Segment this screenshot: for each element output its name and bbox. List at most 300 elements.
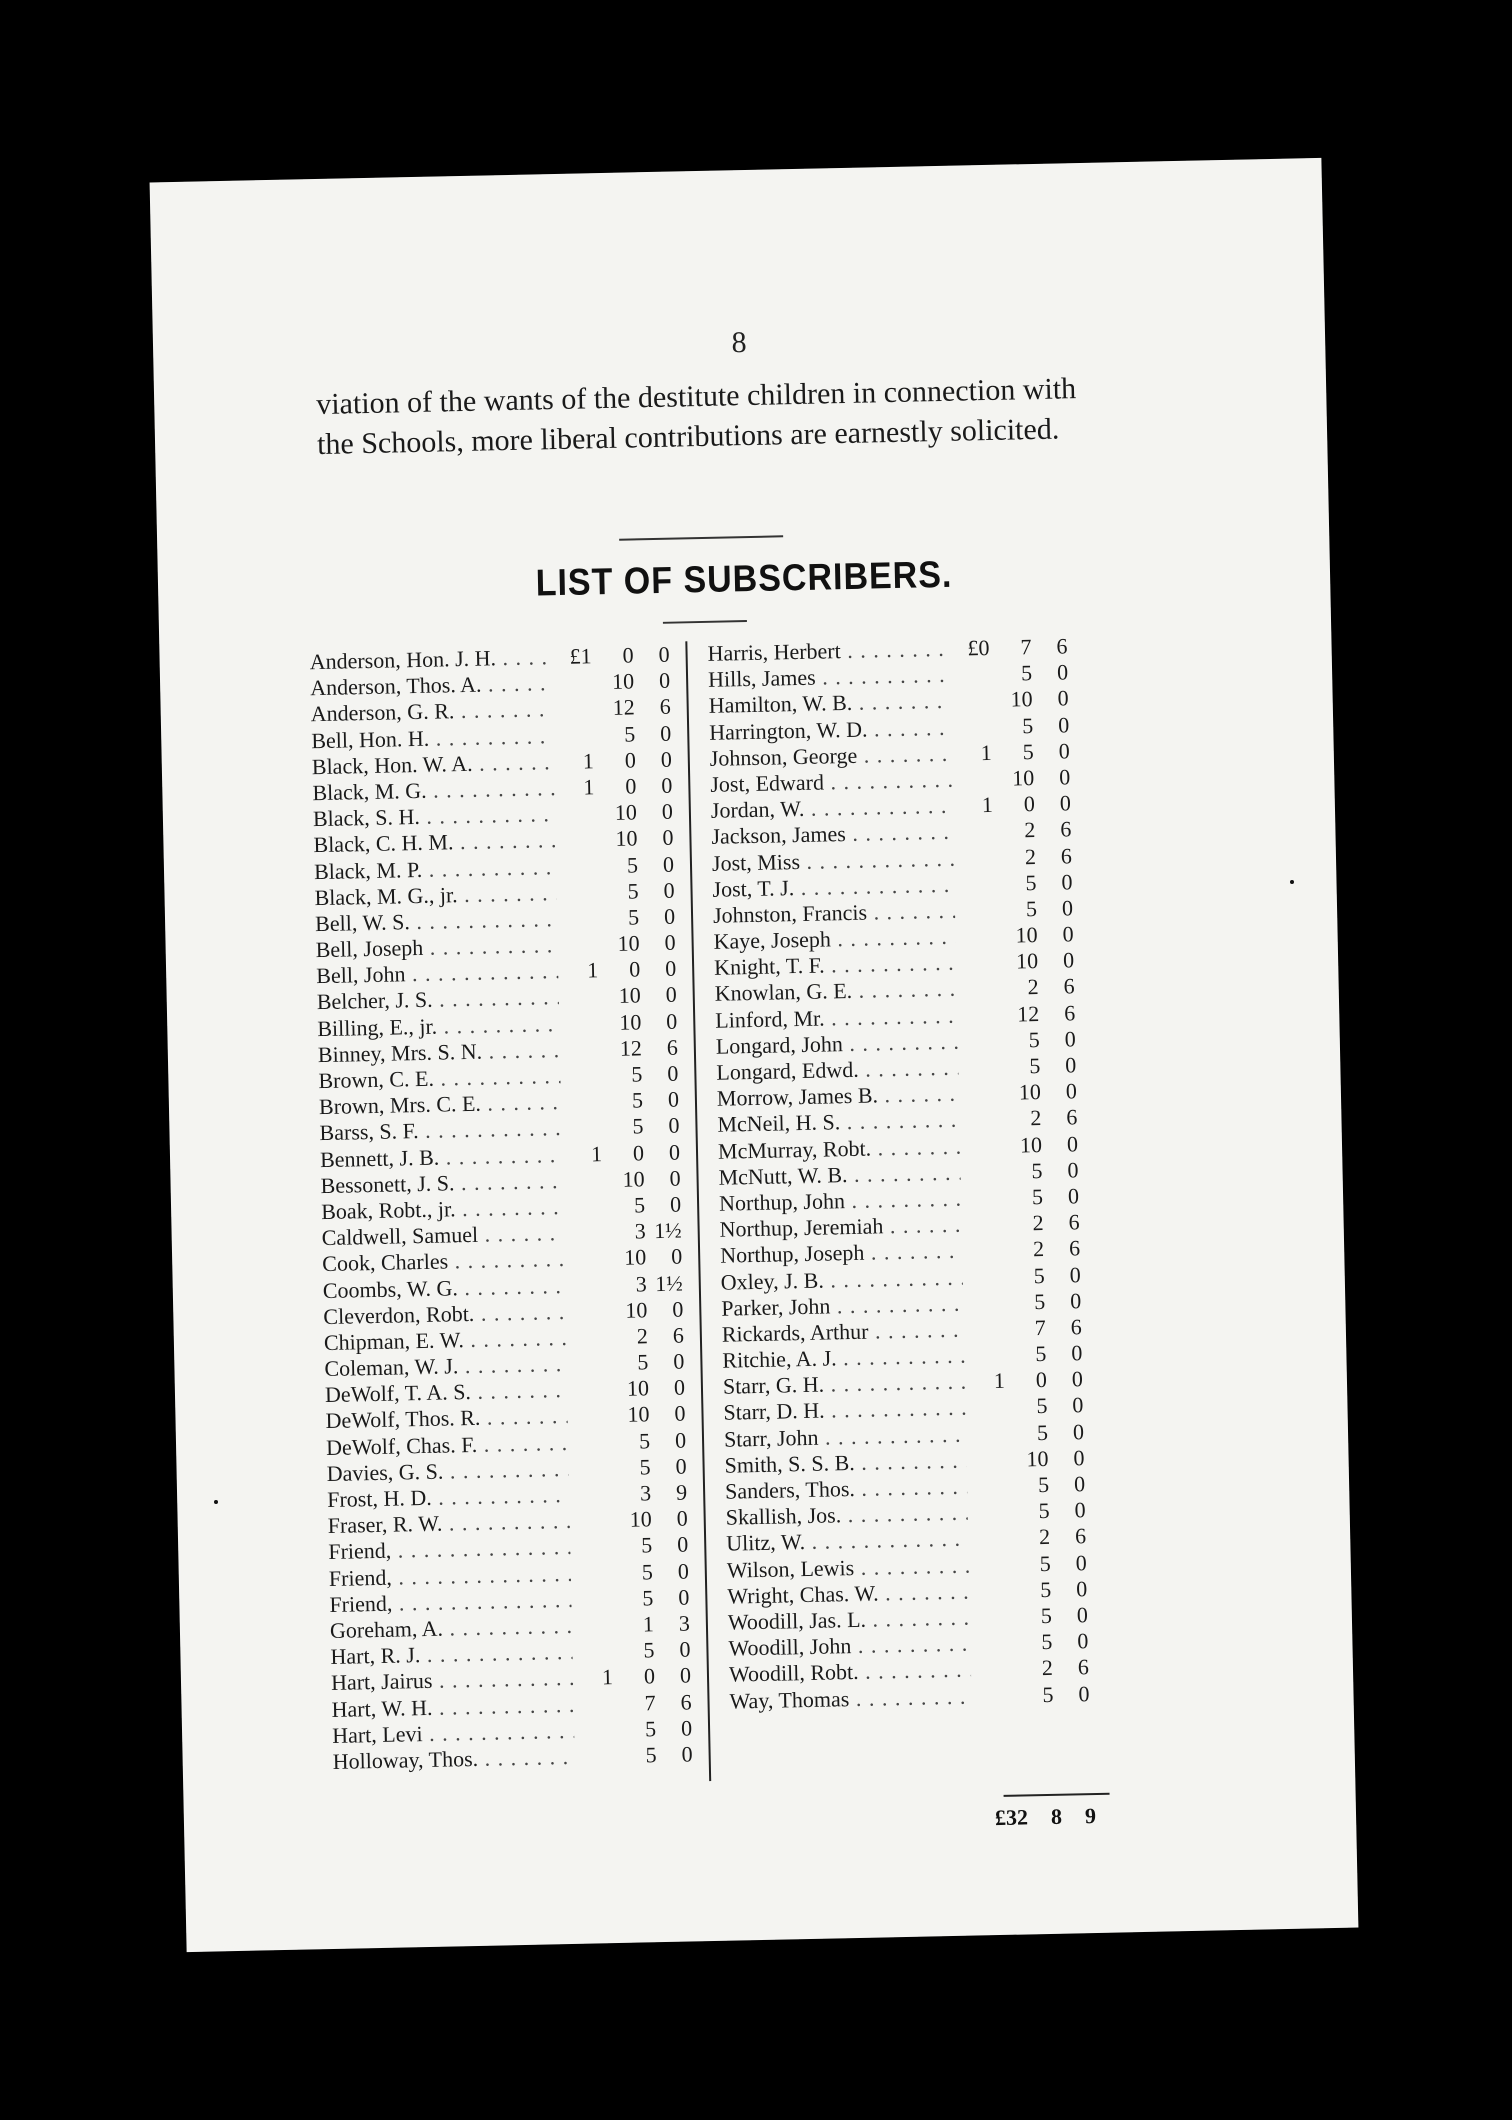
subscriber-pence: 0 [1071,1340,1083,1366]
subscriber-pence: 0 [673,1374,686,1400]
subscriber-name: Hart, W. H. . . . [331,1691,573,1722]
subscriber-pounds [565,1298,606,1325]
subscriber-pounds [569,1507,610,1534]
subscriber-pounds [556,853,597,880]
subscriber-pounds [573,1691,614,1718]
subscriber-pence: 0 [668,1139,681,1165]
subscriber-pence: 0 [679,1662,692,1688]
subscriber-pounds [952,766,993,793]
subscriber-name: Knight, T. F. . . . [714,950,956,981]
subscriber-shillings: 3 [639,1480,652,1506]
total-rule [1004,1793,1110,1797]
subscriber-shillings: 3 [635,1270,648,1297]
subscriber-shillings: 2 [1030,1105,1042,1131]
subscriber-name: Cleverdon, Robt. . . . [323,1299,565,1330]
subscriber-shillings: 10 [1018,1079,1042,1105]
subscriber-shillings: 2 [1024,817,1036,843]
subscriber-pence: 0 [658,641,670,667]
subscriber-name: Barss, S. F. . . . [319,1115,561,1146]
subscriber-name: Bell, Joseph . . . [315,932,557,963]
subscriber-shillings: 10 [617,930,640,956]
subscriber-pence: 0 [1064,1026,1076,1052]
subscriber-shillings: 5 [623,720,636,747]
subscriber-pence: 6 [680,1688,692,1715]
subscriber-pounds: 1 [601,1664,614,1690]
subscriber-shillings: 10 [618,982,641,1009]
subscriber-pounds: 1 [583,774,595,800]
subscriber-pence: 0 [1072,1392,1084,1418]
subscriber-pounds [560,1062,601,1089]
subscriber-pence: 0 [677,1558,690,1584]
subscriber-shillings: 0 [1035,1367,1048,1393]
subscriber-shillings: 10 [1015,948,1039,974]
subscriber-name: Bessonett, J. S. . . . [320,1168,562,1199]
subscriber-pounds [568,1429,609,1456]
subscriber-name: Friend, . . . [328,1534,570,1565]
subscriber-pounds [970,1604,1011,1631]
subscriber-pounds [567,1403,608,1430]
subscriber-pence: 6 [1063,999,1076,1026]
subscriber-shillings: 5 [1033,1288,1046,1314]
subscriber-name: Anderson, Hon. J. H. . . . [309,644,551,675]
subscriber-name: Hart, R. J. . . . [330,1639,572,1670]
subscriber-pounds [955,923,996,950]
subscriber-name: Kaye, Joseph . . . [713,924,955,955]
subscriber-name: Coleman, W. J. . . . [324,1351,566,1382]
subscriber-shillings: 3 [634,1218,646,1244]
subscriber-pence: 0 [659,720,672,746]
subscriber-shillings: 5 [1037,1471,1050,1498]
subscriber-shillings: 10 [623,1244,647,1271]
subscriber-pence: 6 [1060,816,1072,842]
subscriber-name: Bell, W. S. . . . [315,906,557,937]
subscriber-pence: 0 [1062,947,1075,973]
subscriber-shillings: 0 [632,1139,645,1166]
subscriber-shillings: 10 [619,1008,642,1035]
subscriber-shillings: 10 [611,668,635,695]
subscriber-shillings: 10 [1010,686,1033,712]
subscriber-name: Fraser, R. W. . . . [328,1508,570,1539]
subscriber-shillings: 0 [628,956,641,982]
subscriber-shillings: 12 [619,1035,643,1061]
subscriber-pounds [557,931,598,958]
subscriber-shillings: 5 [638,1427,651,1454]
subscriber-name: Johnson, George . . . [710,741,952,772]
subscriber-pence: 0 [663,877,675,903]
subscriber-pounds [562,1167,603,1194]
list-heading: LIST OF SUBSCRIBERS. [535,553,953,605]
subscriber-shillings: 12 [1016,1000,1040,1027]
subscriber-shillings: 10 [626,1375,650,1401]
subscriber-pence: 0 [680,1715,693,1741]
subscriber-pence: 3 [678,1610,691,1636]
subscriber-pounds [956,949,997,976]
subscriber-name: Jost, Miss . . . [712,845,954,876]
subscriber-name: Hart, Levi . . . [332,1718,574,1749]
subscriber-pounds [569,1481,610,1508]
subscriber-shillings: 5 [644,1715,657,1742]
subscriber-shillings: 5 [1033,1262,1045,1288]
subscriber-pounds [954,871,995,898]
subscriber-name: Hamilton, W. B. . . . [708,688,950,719]
subscriber-pounds: 1 [582,748,595,774]
subscriber-shillings: 5 [1022,738,1034,765]
subscriber-pounds [561,1115,602,1142]
subscriber-pounds [957,1028,998,1055]
subscriber-name: Rickards, Arthur . . . [722,1317,964,1348]
subscriber-pounds [555,800,596,827]
subscriber-shillings: 2 [1038,1524,1051,1550]
subscriber-shillings: 5 [645,1742,657,1768]
subscriber-pence: 6 [666,1034,679,1060]
subscriber-pounds [574,1717,615,1744]
subscriber-name: Harrington, W. D. . . . [709,714,951,745]
subscriber-name: Woodill, Robt. . . . [729,1657,971,1688]
subscriber-pounds [962,1263,1003,1290]
subscriber-name: Belcher, J. S. . . . [317,985,559,1016]
subscriber-pounds: £0 [967,634,990,661]
subscriber-pounds [553,722,594,749]
subscriber-pounds [964,1316,1005,1343]
subscriber-pence: 0 [673,1348,685,1374]
subscriber-pence: 0 [1058,738,1070,764]
subscriber-pence: 0 [670,1243,683,1270]
subscriber-pence: 0 [669,1165,681,1191]
subscriber-pounds [566,1324,607,1351]
subscriber-pence: 1½ [653,1217,682,1244]
subscriber-name: Friend, . . . [329,1587,571,1618]
subscriber-pounds: 1 [590,1140,603,1166]
subscriber-pence: 0 [664,955,677,982]
subscriber-pounds [571,1560,612,1587]
subscriber-pence: 6 [1063,973,1075,999]
subscriber-pence: 0 [664,929,676,955]
subscriber-pounds [552,696,593,723]
subscriber-pounds [570,1533,611,1560]
subscriber-shillings: 5 [637,1349,649,1375]
subscriber-shillings: 5 [1020,660,1033,686]
subscriber-name: Bennett, J. B. . . . [320,1142,562,1173]
subscriber-pence: 0 [1069,1287,1082,1314]
subscriber-pence: 0 [1078,1680,1090,1706]
subscriber-shillings: 5 [1036,1393,1048,1419]
subscriber-name: Linford, Mr. . . . [715,1002,957,1033]
subscriber-name: Jackson, James . . . [711,819,953,850]
subscriber-shillings: 10 [1019,1131,1043,1158]
subscriber-name: Anderson, G. R. . . . [311,697,553,728]
subscriber-name: Skallish, Jos. . . . [725,1500,967,1531]
subscriber-pence: 6 [1074,1523,1087,1549]
subscriber-pence: 0 [1067,1156,1079,1183]
subscriber-name: DeWolf, T. A. S. . . . [325,1377,567,1408]
subscriber-shillings: 5 [1035,1341,1047,1367]
subscriber-name: Boak, Robt., jr. . . . [321,1194,563,1225]
subscriber-name: Coombs, W. G. . . . [323,1273,565,1304]
subscriber-name: DeWolf, Chas. F. . . . [326,1430,568,1461]
subscriber-shillings: 10 [1026,1445,1049,1472]
subscriber-pence: 0 [662,824,674,851]
subscriber-name: Woodill, John . . . [728,1631,970,1662]
subscriber-pounds [966,1447,1007,1474]
subscriber-shillings: 5 [641,1558,654,1585]
subscriber-pence: 6 [1060,842,1073,869]
subscriber-shillings: 5 [1025,869,1037,895]
subscriber-pounds [571,1586,612,1613]
subscriber-pounds: 1 [586,957,599,983]
subscriber-pence: 6 [672,1322,685,1348]
subscriber-pence: 0 [661,772,673,798]
subscriber-pounds: 1 [993,1368,1006,1394]
subscriber-pence: 0 [1065,1078,1078,1104]
subscriber-shillings: 10 [1015,922,1038,948]
subscriber-pence: 0 [678,1584,690,1610]
subscriber-pounds [568,1455,609,1482]
subscriber-name: Black, M. G., jr. . . . [314,880,556,911]
subscriber-name: Harris, Herbert . . . [707,636,949,667]
subscriber-pence: 0 [1061,868,1073,895]
subscriber-name: McNutt, W. B. . . . [718,1159,960,1190]
subscriber-name: Woodill, Jas. L. . . . [728,1605,970,1636]
document-page [150,158,1359,1952]
subscriber-shillings: 10 [629,1506,652,1532]
subscriber-name: Knowlan, G. E. . . . [714,976,956,1007]
subscriber-pence: 0 [1075,1549,1087,1575]
subscriber-name: Smith, S. S. B. . . . [724,1447,966,1478]
subscriber-pence: 6 [1070,1314,1083,1340]
subscriber-pence: 0 [667,1086,680,1112]
subscriber-pence: 0 [1065,1052,1077,1078]
section-rule [619,535,783,540]
subscriber-shillings: 10 [627,1401,650,1428]
subscriber-pence: 6 [659,694,671,720]
subscriber-shillings: 5 [627,904,640,930]
heading-underline [663,620,747,624]
subscriber-name: Northup, John . . . [719,1186,961,1217]
subscriber-pounds [962,1237,1003,1264]
subscriber-shillings: 5 [633,1192,646,1218]
subscriber-name: Hills, James . . . [708,662,950,693]
subscriber-pence: 0 [1057,711,1070,738]
subscriber-shillings: 7 [644,1689,656,1715]
subscriber-pounds: 1 [981,792,994,818]
scan-speck [1290,880,1294,884]
subscriber-shillings: 5 [1038,1498,1050,1524]
subscriber-pence: 0 [1057,685,1069,711]
subscriber-pence: 0 [676,1505,688,1531]
subscriber-pounds [967,1473,1008,1500]
subscriber-name: Friend, . . . [329,1561,571,1592]
subscriber-pounds [971,1682,1012,1709]
total-amount [972,1803,1097,1832]
subscriber-pounds [560,1036,601,1063]
subscriber-pounds [968,1525,1009,1552]
subscriber-shillings: 5 [1028,1026,1040,1053]
subscriber-shillings: 2 [1032,1236,1045,1262]
subscriber-pounds [954,844,995,871]
subscriber-pounds [959,1106,1000,1133]
subscriber-name: McNeil, H. S. . . . [717,1107,959,1138]
subscriber-pounds [967,1499,1008,1526]
subscriber-pounds [572,1612,613,1639]
subscriber-name: Black, Hon. W. A. . . . [312,749,554,780]
subscriber-name: Ulitz, W. . . . [726,1526,968,1557]
subscriber-pence: 6 [1077,1654,1090,1680]
subscriber-name: Longard, John . . . [716,1029,958,1060]
subscriber-pence: 1½ [654,1270,684,1296]
subscriber-shillings: 5 [643,1637,655,1663]
subscriber-shillings: 5 [631,1087,644,1113]
subscriber-name: Bell, Hon. H. . . . [311,723,553,754]
subscriber-name: Starr, G. H. . . . [723,1369,965,1400]
subscriber-name: Black, C. H. M. . . . [313,827,555,858]
subscriber-pounds [563,1193,604,1220]
total-pence: 9 [1084,1803,1097,1829]
subscriber-pence: 0 [661,798,674,824]
subscriber-pence: 0 [1062,921,1074,947]
subscriber-shillings: 5 [1031,1157,1043,1183]
subscriber-pounds [574,1743,615,1770]
subscriber-name: Caldwell, Samuel . . . [321,1220,563,1251]
subscriber-pence: 0 [679,1636,691,1662]
subscriber-pounds [950,687,991,714]
subscriber-pence: 6 [1056,633,1068,659]
subscriber-name: Way, Thomas . . . [729,1683,971,1714]
subscriber-pence: 0 [669,1191,682,1217]
subscriber-shillings: 0 [622,642,634,668]
subscriber-shillings: 5 [1040,1602,1053,1629]
subscriber-shillings: 2 [1032,1210,1044,1236]
subscriber-name: Chipman, E. W. . . . [324,1325,566,1356]
subscriber-shillings: 2 [1027,974,1039,1000]
subscriber-shillings: 10 [614,799,638,825]
subscriber-shillings: 2 [1041,1655,1054,1681]
subscriber-name: Jordan, W. . . . [711,793,953,824]
subscriber-name: Black, S. H. . . . [313,801,555,832]
subscriber-pence: 0 [681,1741,693,1767]
subscriber-pounds: 1 [980,739,992,765]
subscriber-pounds [970,1630,1011,1657]
subscriber-shillings: 1 [642,1611,655,1637]
subscriber-pounds [953,818,994,845]
subscriber-shillings: 5 [626,851,639,878]
subscriber-shillings: 7 [1020,634,1032,660]
subscriber-name: Davies, G. S. . . . [326,1456,568,1487]
subscriber-pence: 0 [676,1531,689,1558]
subscriber-pounds [557,905,598,932]
subscriber-name: Ritchie, A. J. . . . [722,1343,964,1374]
subscriber-pence: 0 [1073,1471,1086,1497]
subscriber-name: Hart, Jairus . . . [331,1665,573,1696]
subscriber-pence: 0 [668,1112,680,1139]
subscriber-pounds [960,1159,1001,1186]
subscriber-pence: 0 [1069,1261,1081,1287]
subscriber-name: Black, M. P. . . . [314,854,556,885]
subscriber-pence: 0 [1071,1366,1084,1392]
subscriber-name: Northup, Jeremiah . . . [719,1212,961,1243]
subscriber-pence: 0 [1076,1602,1089,1628]
subscriber-pounds [556,879,597,906]
subscriber-shillings: 10 [1011,765,1035,791]
subscriber-pounds [957,1002,998,1029]
subscriber-pence: 0 [660,746,673,772]
subscriber-pounds [951,714,992,741]
subscriber-pounds [963,1290,1004,1317]
subscriber-pence: 0 [1075,1575,1088,1602]
subscriber-name: Morrow, James B. . . . [717,1081,959,1112]
subscriber-shillings: 5 [1029,1053,1041,1079]
subscriber-pounds [555,827,596,854]
subscriber-pounds [566,1350,607,1377]
subscriber-pounds [955,897,996,924]
subscriber-name: Billing, E., jr. . . . [317,1011,559,1042]
subscriber-shillings: 5 [632,1113,644,1139]
subscriber-pence: 0 [675,1453,687,1479]
subscriber-name: Northup, Joseph . . . [720,1238,962,1269]
subscriber-pence: 0 [1056,659,1069,685]
subscriber-pence: 0 [1074,1497,1086,1523]
subscriber-pounds [960,1132,1001,1159]
subscriber-name: Starr, John . . . [724,1421,966,1452]
subscriber-name: Frost, H. D. . . . [327,1482,569,1513]
subscriber-name: Johnston, Francis . . . [713,898,955,929]
subscriber-name: Oxley, J. B. . . . [720,1264,962,1295]
subscriber-pence: 6 [1066,1104,1078,1130]
subscriber-shillings: 5 [1039,1550,1051,1576]
subscriber-name: Bell, John . . . [316,958,558,989]
subscriber-name: Black, M. G. . . . [312,775,554,806]
subscriber-pence: 0 [666,1008,678,1034]
subscriber-shillings: 0 [624,747,637,773]
subscriber-pounds [966,1420,1007,1447]
subscriber-shillings: 5 [1039,1576,1052,1602]
subscriber-name: Starr, D. H. . . . [723,1395,965,1426]
subscriber-shillings: 5 [1021,712,1034,738]
subscriber-pounds [559,1010,600,1037]
subscriber-pounds [563,1219,604,1246]
total-pounds: £32 [994,1804,1029,1831]
subscriber-pounds [958,1054,999,1081]
subscriber-pence: 0 [1058,764,1071,790]
subscriber-name: Parker, John . . . [721,1290,963,1321]
subscriber-name: Brown, C. E. . . . [318,1063,560,1094]
subscriber-shillings: 5 [639,1454,651,1480]
subscriber-name: McMurray, Robt. . . . [718,1133,960,1164]
subscriber-name: Jost, T. J. . . . [712,871,954,902]
subscriber-pence: 0 [1059,790,1072,816]
subscriber-shillings: 0 [643,1663,656,1689]
subscriber-pounds [968,1551,1009,1578]
subscriber-pence: 0 [1073,1444,1085,1471]
subscriber-shillings: 0 [625,773,637,799]
subscriber-pence: 0 [1066,1130,1079,1157]
subscriber-pounds [965,1394,1006,1421]
subscriber-pence: 0 [672,1296,684,1322]
subscriber-pounds [959,1080,1000,1107]
subscriber-pence: 0 [674,1400,686,1427]
subscriber-shillings: 5 [1031,1183,1044,1210]
subscriber-pounds [567,1376,608,1403]
subscriber-shillings: 2 [636,1323,649,1349]
subscriber-shillings: 5 [1042,1681,1054,1707]
subscriber-pounds: £1 [569,643,592,669]
subscriber-name: Longard, Edwd. . . . [716,1055,958,1086]
subscriber-pence: 9 [675,1479,688,1505]
subscriber-name: DeWolf, Thos. R. . . . [325,1403,567,1434]
subscriber-shillings: 7 [1034,1314,1047,1341]
subscriber-pence: 6 [1068,1209,1080,1235]
subscriber-pence: 0 [658,667,671,694]
subscriber-pence: 0 [1072,1418,1085,1445]
